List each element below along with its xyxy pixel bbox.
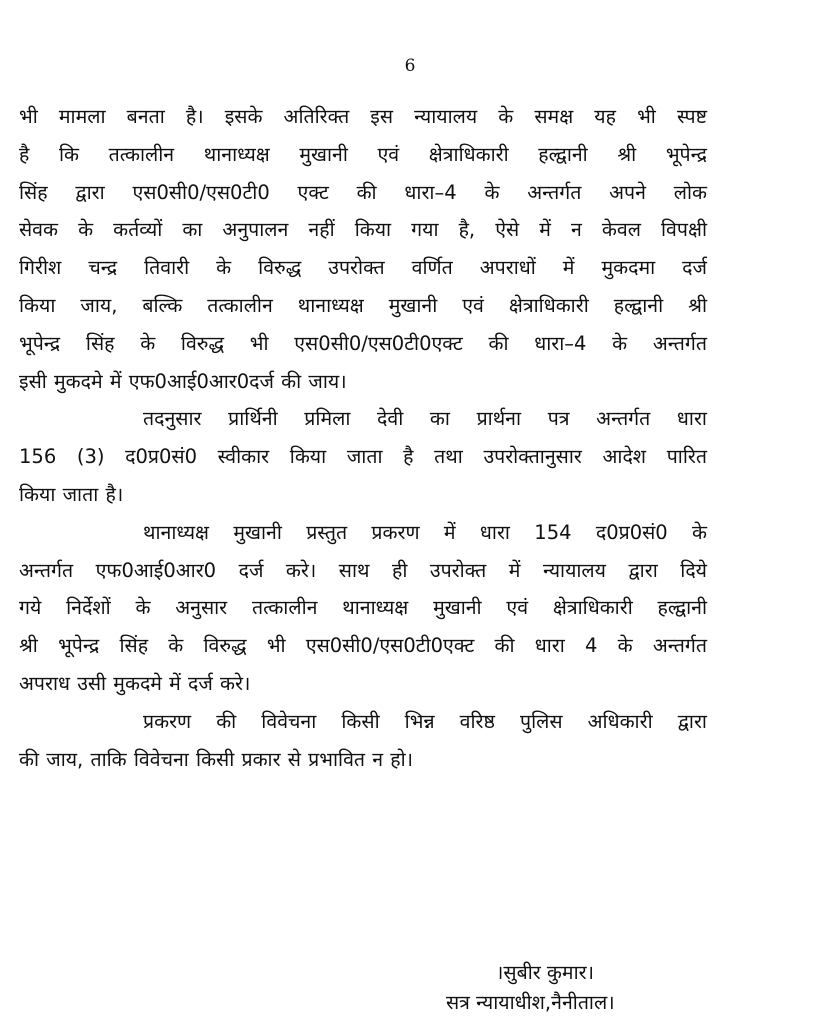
text-line-indented: प्रकरण की विवेचना किसी भिन्न वरिष्ठ पुलिस अधिकारी द्वारा [143, 709, 707, 733]
page-number: 6 [404, 56, 416, 76]
text-line: भूपेन्द्र सिंह के विरुद्ध भी एस0सी0/एस0टी0एक्ट की धारा–4 के अन्तर्गत [19, 331, 707, 355]
paragraph-continuation [19, 98, 707, 400]
text-line: श्री भूपेन्द्र सिंह के विरुद्ध भी एस0सी0/एस0टी0एक्ट की धारा 4 के अन्तर्गत [19, 634, 707, 658]
text-line: है कि तत्कालीन थानाध्यक्ष मुखानी एवं क्षेत्राधिकारी हल्द्वानी श्री भूपेन्द्र [19, 142, 707, 166]
text-line: किया जाय, बल्कि तत्कालीन थानाध्यक्ष मुखानी एवं क्षेत्राधिकारी हल्द्वानी श्री [19, 293, 707, 317]
text-line: की जाय, ताकि विवेचना किसी प्रकार से प्रभावित न हो। [19, 747, 414, 771]
judge-designation: सत्र न्यायाधीश,नैनीताल। [446, 991, 615, 1014]
text-line: गिरीश चन्द्र तिवारी के विरुद्ध उपरोक्त वर्णित अपराधों में मुकदमा दर्ज [19, 256, 707, 280]
text-line: सेवक के कर्तव्यों का अनुपालन नहीं किया गया है, ऐसे में न केवल विपक्षी [19, 218, 707, 242]
text-line-indented: थानाध्यक्ष मुखानी प्रस्तुत प्रकरण में धारा 154 द0प्र0सं0 के [143, 520, 707, 544]
text-line: अपराध उसी मुकदमे में दर्ज करे। [19, 671, 251, 695]
text-line: गये निर्देशों के अनुसार तत्कालीन थानाध्यक्ष मुखानी एवं क्षेत्राधिकारी हल्द्वानी [19, 596, 707, 620]
text-line: 156 (3) द0प्र0सं0 स्वीकार किया जाता है तथा उपरोक्तानुसार आदेश पारित [19, 445, 707, 469]
text-line: किया जाता है। [19, 482, 124, 506]
text-line: सिंह द्वारा एस0सी0/एस0टी0 एक्ट की धारा–4 के अन्तर्गत अपने लोक [19, 180, 707, 204]
judge-name: ।सुबीर कुमार। [496, 961, 594, 984]
paragraph-investigation [19, 703, 707, 779]
paragraph-direction [19, 514, 707, 703]
text-line-indented: तदनुसार प्रार्थिनी प्रमिला देवी का प्रार्थना पत्र अन्तर्गत धारा [143, 407, 707, 431]
paragraph-order [19, 400, 707, 513]
text-line: अन्तर्गत एफ0आई0आर0 दर्ज करे। साथ ही उपरोक्त में न्यायालय द्वारा दिये [19, 558, 707, 582]
signature-block [446, 958, 696, 1018]
text-line: भी मामला बनता है। इसके अतिरिक्त इस न्यायालय के समक्ष यह भी स्पष्ट [19, 105, 707, 128]
order-body [19, 98, 707, 778]
text-line: इसी मुकदमे में एफ0आई0आर0दर्ज की जाय। [19, 369, 347, 393]
